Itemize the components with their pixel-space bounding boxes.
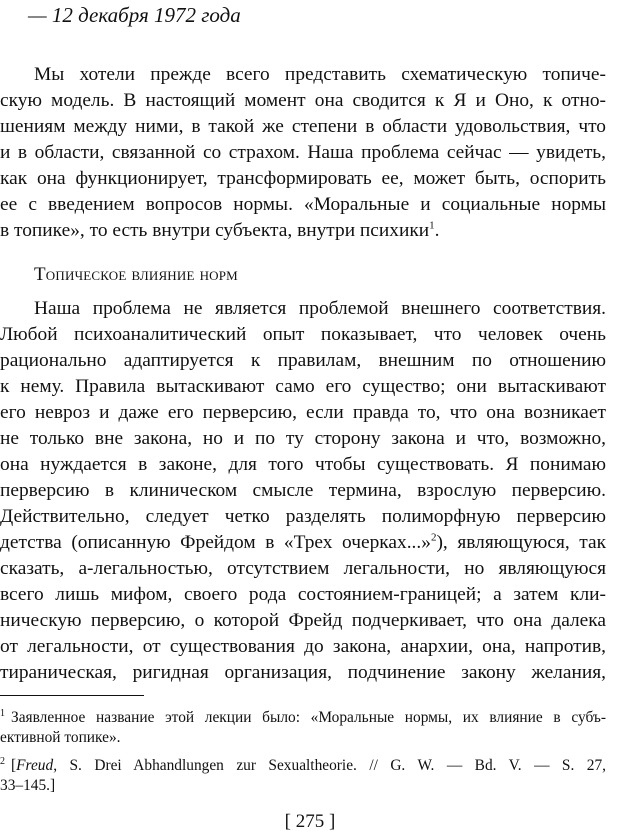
text-fragment: ), являющуюся, так [436,532,607,553]
footnote-2 [0,756,606,776]
text-line: рационально адаптируется к правилам, внешним по отношению [0,350,606,371]
text-line [0,530,606,556]
text-fragment: в топике», то есть внутри субъекта, внутри психики [0,220,430,241]
text-line: Любой психоаналитический опыт показывает, что человек очень [0,324,606,345]
text-line: от легальности, от существования до закона, анархии, она, напротив, [0,636,606,657]
footnote-bracket: [ [11,757,17,774]
footnote-ref: 2 [430,531,437,544]
text-line: всего лишь мифом, своего рода состоянием-границей; а затем кли- [0,584,606,605]
text-line: она нуждается в законе, для того чтобы существовать. Я понимаю [0,454,606,475]
text-line: скую модель. В настоящий момент она сводится к Я и Оно, к отно- [0,90,606,111]
footnote-divider [0,695,144,696]
footnote-marker: 2 [0,755,5,767]
footnote-1-cont: ективной топике». [0,729,121,746]
footnote-author: Freud [16,757,54,774]
text-line: как она функционирует, трансформировать ее, может быть, оспорить [0,168,606,189]
text-line: в топике», то есть внутри субъекта, внутри психики$^1$. [0,219,440,241]
text-line: и в области, связанной со страхом. Наша проблема сейчас — увидеть, [0,142,606,163]
text-line: Наша проблема не является проблемой внешнего соответствия. [34,298,606,319]
text-line: не только вне закона, но и по ту сторону закона и что, возможно, [0,428,606,449]
section-heading: Топическое влияние норм [34,264,238,285]
text-line: перверсию в клиническом смысле термина, взрослую перверсию. [0,480,606,501]
text-line: сказать, а-легальностью, отсутствием легальности, но являющуюся [0,558,606,579]
text-line: шениям между ними, в такой же степени в области удовольствия, что [0,116,606,137]
page-number: [ 275 ] [284,811,336,832]
text-line: к нему. Правила вытаскивают само его существо; они вытаскивают [0,376,606,397]
text-line: Мы хотели прежде всего представить схематическую топиче- [34,64,606,85]
footnote-ref: 1 [429,219,435,232]
text-fragment: детства (описанную Фрейдом в «Трех очерках...» [0,532,431,553]
footnote-text: , S. Drei Abhandlungen zur Sexualtheorie. // G. W. — Bd. V. — S. 27, [53,757,606,774]
text-line: тираническая, ригидная организация, подчинение закону желания, [0,662,606,683]
text-line: ническую перверсию, о которой Фрейд подчеркивает, что она далека [0,610,606,631]
footnote-text: Заявленное название этой лекции было: «Моральные нормы, их влияние в субъ- [11,709,606,726]
text-line: его невроз и даже его перверсию, если правда то, что она возникает [0,402,606,423]
text-line: Действительно, следует четко разделять полиморфную перверсию [0,506,606,527]
lecture-date: — 12 декабря 1972 года [28,3,241,27]
footnote-marker: 1 [0,707,5,719]
footnote-1 [0,708,606,728]
text-line: ее с введением вопросов нормы. «Моральные и социальные нормы [0,194,606,215]
footnote-2-cont: 33–145.] [0,777,56,794]
